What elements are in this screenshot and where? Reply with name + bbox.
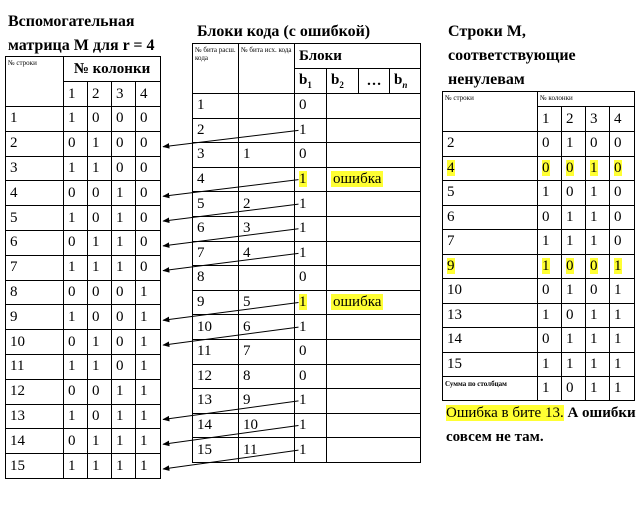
src-bit-number: 10: [239, 413, 295, 438]
selected-row-bit: 1: [542, 233, 550, 250]
src-bit-number: 1: [239, 143, 295, 168]
block-b2-header: $b_2$: [327, 69, 359, 94]
error-label: ошибка: [333, 294, 382, 311]
matrix-cell: 1: [64, 454, 88, 479]
selected-row-bit: 0: [566, 159, 574, 176]
block-b1-cell: 1: [295, 315, 327, 340]
matrix-cell: 1: [136, 280, 161, 305]
error-bit: 1: [299, 294, 307, 311]
matrix-row-number: 2: [6, 131, 64, 156]
mapping-arrow: [163, 450, 298, 469]
selected-row-bit: 1: [614, 306, 622, 323]
matrix-cell: 0: [136, 206, 161, 231]
matrix-cell: 0: [64, 280, 88, 305]
src-bit-number: 11: [239, 438, 295, 463]
selected-row-bit: 1: [614, 355, 622, 372]
selected-row-bit: 0: [590, 135, 598, 152]
selected-row-number-text: 6: [447, 208, 455, 225]
matrix-cell: 0: [136, 131, 161, 156]
block-ellipsis-header: …: [359, 69, 390, 94]
matrix-cell: 1: [64, 404, 88, 429]
sum-bit: 1: [610, 377, 635, 401]
selected-row-bit: 0: [614, 159, 622, 176]
matrix-cell: 1: [136, 305, 161, 330]
matrix-cell: 1: [112, 454, 136, 479]
matrix-row-number: 7: [6, 255, 64, 280]
matrix-cell: 0: [112, 330, 136, 355]
selected-row-bit: 0: [542, 135, 550, 152]
selected-row-bit: 0: [614, 208, 622, 225]
selected-row-bit: 1: [614, 257, 622, 274]
selected-row-bit: 0: [566, 257, 574, 274]
matrix-cell: 1: [88, 454, 112, 479]
matrix-cell: 1: [88, 230, 112, 255]
selected-row-number-text: 13: [447, 306, 462, 323]
matrix-cell: 0: [64, 131, 88, 156]
matrix-cell: 1: [88, 429, 112, 454]
mapping-arrow: [163, 204, 298, 221]
right-title-line2: соответствующие: [448, 47, 576, 64]
right-col-number: 1: [538, 107, 562, 132]
block-b1-cell: 1: [295, 216, 327, 241]
selected-row-bit: 0: [590, 257, 598, 274]
ext-bit-number: 7: [193, 241, 239, 266]
sum-bit: 1: [538, 377, 562, 401]
middle-ext-header: № бита расш. кода: [193, 44, 239, 94]
left-title-line2: матрица M для r = 4: [8, 37, 155, 54]
matrix-cell: 0: [88, 181, 112, 206]
matrix-cell: 1: [88, 156, 112, 181]
ext-bit-number: 10: [193, 315, 239, 340]
middle-src-header: № бита исх. кода: [239, 44, 295, 94]
selected-row-number-text: 15: [447, 355, 462, 372]
block-b1-cell: 0: [295, 266, 327, 291]
conclusion-highlight: Ошибка в бите 13.: [446, 405, 564, 421]
selected-row-number-text: 2: [447, 135, 455, 152]
conclusion-rest: А ошибки совсем не там.: [446, 405, 636, 445]
matrix-cell: 0: [136, 181, 161, 206]
matrix-cell: 0: [88, 107, 112, 132]
mapping-arrow: [163, 426, 298, 445]
right-title-line1: Строки M,: [448, 23, 526, 40]
matrix-cell: 1: [64, 107, 88, 132]
mapping-arrow: [163, 327, 298, 345]
matrix-cell: 1: [136, 404, 161, 429]
selected-row-bit: 1: [542, 355, 550, 372]
selected-row-number-text: 14: [447, 331, 462, 348]
matrix-row-number: 12: [6, 379, 64, 404]
matrix-cell: 1: [64, 206, 88, 231]
block-b1-cell: 1: [295, 118, 327, 143]
matrix-row-number: 4: [6, 181, 64, 206]
matrix-cell: 0: [112, 280, 136, 305]
selected-row-bit: 1: [566, 233, 574, 250]
matrix-cell: 1: [112, 255, 136, 280]
right-col-number: 2: [562, 107, 586, 132]
matrix-cell: 0: [112, 131, 136, 156]
right-row-header: № строки: [443, 92, 538, 132]
selected-row-bit: 1: [542, 306, 550, 323]
ext-bit-number: 14: [193, 413, 239, 438]
matrix-cell: 0: [64, 379, 88, 404]
matrix-row-number: 14: [6, 429, 64, 454]
sum-label: Сумма по столбцам: [443, 377, 538, 401]
selected-row-bit: 0: [542, 208, 550, 225]
mapping-arrow: [163, 130, 298, 146]
ext-bit-number: 6: [193, 216, 239, 241]
left-title-line1: Вспомогательная: [8, 13, 135, 30]
ext-bit-number: 9: [193, 290, 239, 315]
ext-bit-number: 13: [193, 389, 239, 414]
mapping-arrow: [163, 401, 298, 420]
matrix-cell: 1: [112, 379, 136, 404]
error-label: ошибка: [333, 171, 382, 188]
selected-row-bit: 1: [566, 135, 574, 152]
matrix-cell: 1: [112, 181, 136, 206]
selected-row-bit: 0: [566, 184, 574, 201]
matrix-cell: 1: [136, 379, 161, 404]
selected-row-bit: 0: [614, 184, 622, 201]
selected-row-bit: 1: [542, 257, 550, 274]
mapping-arrow: [163, 229, 298, 246]
matrix-cell: 0: [112, 354, 136, 379]
error-bit: 1: [299, 171, 307, 188]
blocks-header: Блоки: [295, 44, 421, 69]
selected-row-bit: 1: [614, 282, 622, 299]
selected-row-bit: 1: [566, 331, 574, 348]
matrix-cell: 1: [136, 429, 161, 454]
block-b1-cell: 0: [295, 364, 327, 389]
selected-row-bit: 1: [566, 282, 574, 299]
matrix-cell: 1: [64, 255, 88, 280]
block-bn-header: $b_n$: [390, 69, 421, 94]
matrix-cell: 0: [88, 379, 112, 404]
matrix-cell: 0: [136, 107, 161, 132]
block-b1-cell: 0: [295, 143, 327, 168]
src-bit-number: 6: [239, 315, 295, 340]
matrix-cell: 0: [64, 181, 88, 206]
ext-bit-number: 3: [193, 143, 239, 168]
matrix-row-number: 11: [6, 354, 64, 379]
matrix-cell: 0: [136, 230, 161, 255]
src-bit-number: 2: [239, 192, 295, 217]
matrix-cell: 0: [88, 280, 112, 305]
matrix-cell: 0: [112, 107, 136, 132]
matrix-cell: 1: [112, 206, 136, 231]
right-col-group-header: № колонки: [538, 92, 635, 107]
selected-row-bit: 0: [614, 135, 622, 152]
ext-bit-number: 2: [193, 118, 239, 143]
selected-row-bit: 1: [590, 184, 598, 201]
ext-bit-number: 15: [193, 438, 239, 463]
matrix-row-number: 3: [6, 156, 64, 181]
selected-row-number-text: 9: [447, 257, 455, 274]
matrix-cell: 0: [88, 206, 112, 231]
matrix-row-number: 13: [6, 404, 64, 429]
matrix-cell: 1: [64, 305, 88, 330]
mapping-arrow: [163, 303, 298, 321]
selected-row-number-text: 5: [447, 184, 455, 201]
selected-row-bit: 0: [542, 159, 550, 176]
selected-row-bit: 1: [590, 355, 598, 372]
matrix-cell: 1: [136, 454, 161, 479]
block-b1-header: $b_1$: [295, 69, 327, 94]
left-col-number: 3: [112, 82, 136, 107]
block-b1-cell: 1: [295, 413, 327, 438]
selected-row-bit: 1: [566, 208, 574, 225]
block-b1-cell: 1: [295, 438, 327, 463]
matrix-cell: 1: [136, 354, 161, 379]
matrix-row-number: 10: [6, 330, 64, 355]
sum-bit: 0: [562, 377, 586, 401]
selected-row-bit: 1: [590, 331, 598, 348]
left-row-header: № строки: [6, 57, 64, 107]
block-b1-cell: 1: [295, 192, 327, 217]
matrix-row-number: 15: [6, 454, 64, 479]
mapping-arrow: [163, 180, 298, 197]
matrix-cell: 1: [88, 354, 112, 379]
left-col-number: 4: [136, 82, 161, 107]
matrix-cell: 1: [88, 255, 112, 280]
src-bit-number: 8: [239, 364, 295, 389]
selected-row-number-text: 4: [447, 159, 455, 176]
src-bit-number: 9: [239, 389, 295, 414]
selected-row-bit: 0: [542, 282, 550, 299]
matrix-cell: 1: [112, 429, 136, 454]
sum-bit: 1: [586, 377, 610, 401]
matrix-cell: 0: [64, 429, 88, 454]
selected-row-bit: 1: [566, 355, 574, 372]
ext-bit-number: 8: [193, 266, 239, 291]
ext-bit-number: 12: [193, 364, 239, 389]
selected-row-number-text: 10: [447, 282, 462, 299]
matrix-row-number: 1: [6, 107, 64, 132]
matrix-cell: 0: [64, 330, 88, 355]
selected-row-bit: 1: [614, 331, 622, 348]
matrix-cell: 0: [112, 156, 136, 181]
selected-row-number-text: 7: [447, 233, 455, 250]
matrix-cell: 1: [64, 354, 88, 379]
selected-row-bit: 1: [542, 184, 550, 201]
matrix-row-number: 9: [6, 305, 64, 330]
src-bit-number: 4: [239, 241, 295, 266]
selected-row-bit: 1: [590, 233, 598, 250]
ext-bit-number: 1: [193, 94, 239, 119]
selected-row-bit: 0: [566, 306, 574, 323]
matrix-cell: 0: [88, 305, 112, 330]
matrix-cell: 1: [136, 330, 161, 355]
left-col-number: 1: [64, 82, 88, 107]
selected-row-bit: 0: [590, 282, 598, 299]
matrix-row-number: 8: [6, 280, 64, 305]
matrix-cell: 0: [112, 305, 136, 330]
matrix-cell: 1: [112, 404, 136, 429]
matrix-cell: 0: [64, 230, 88, 255]
ext-bit-number: 5: [193, 192, 239, 217]
block-b1-cell: 0: [295, 339, 327, 364]
block-b1-cell: 1: [295, 241, 327, 266]
middle-title: Блоки кода (с ошибкой): [197, 23, 371, 40]
src-bit-number: 3: [239, 216, 295, 241]
left-col-number: 2: [88, 82, 112, 107]
src-bit-number: 7: [239, 339, 295, 364]
selected-row-bit: 0: [542, 331, 550, 348]
matrix-cell: 1: [112, 230, 136, 255]
right-col-number: 4: [610, 107, 635, 132]
matrix-cell: 0: [88, 404, 112, 429]
selected-row-bit: 0: [614, 233, 622, 250]
matrix-row-number: 6: [6, 230, 64, 255]
matrix-cell: 1: [64, 156, 88, 181]
ext-bit-number: 11: [193, 339, 239, 364]
matrix-cell: 1: [88, 131, 112, 156]
mapping-arrow: [163, 253, 298, 270]
src-bit-number: 5: [239, 290, 295, 315]
ext-bit-number: 4: [193, 167, 239, 192]
left-col-group-header: № колонки: [64, 57, 161, 82]
selected-row-bit: 1: [590, 159, 598, 176]
matrix-cell: 0: [136, 156, 161, 181]
matrix-cell: 1: [88, 330, 112, 355]
right-col-number: 3: [586, 107, 610, 132]
block-b1-cell: 0: [295, 94, 327, 119]
right-title-line3: ненулевам: [448, 71, 525, 88]
selected-row-bit: 1: [590, 208, 598, 225]
matrix-cell: 0: [136, 255, 161, 280]
block-b1-cell: 1: [295, 389, 327, 414]
selected-row-bit: 1: [590, 306, 598, 323]
matrix-row-number: 5: [6, 206, 64, 231]
